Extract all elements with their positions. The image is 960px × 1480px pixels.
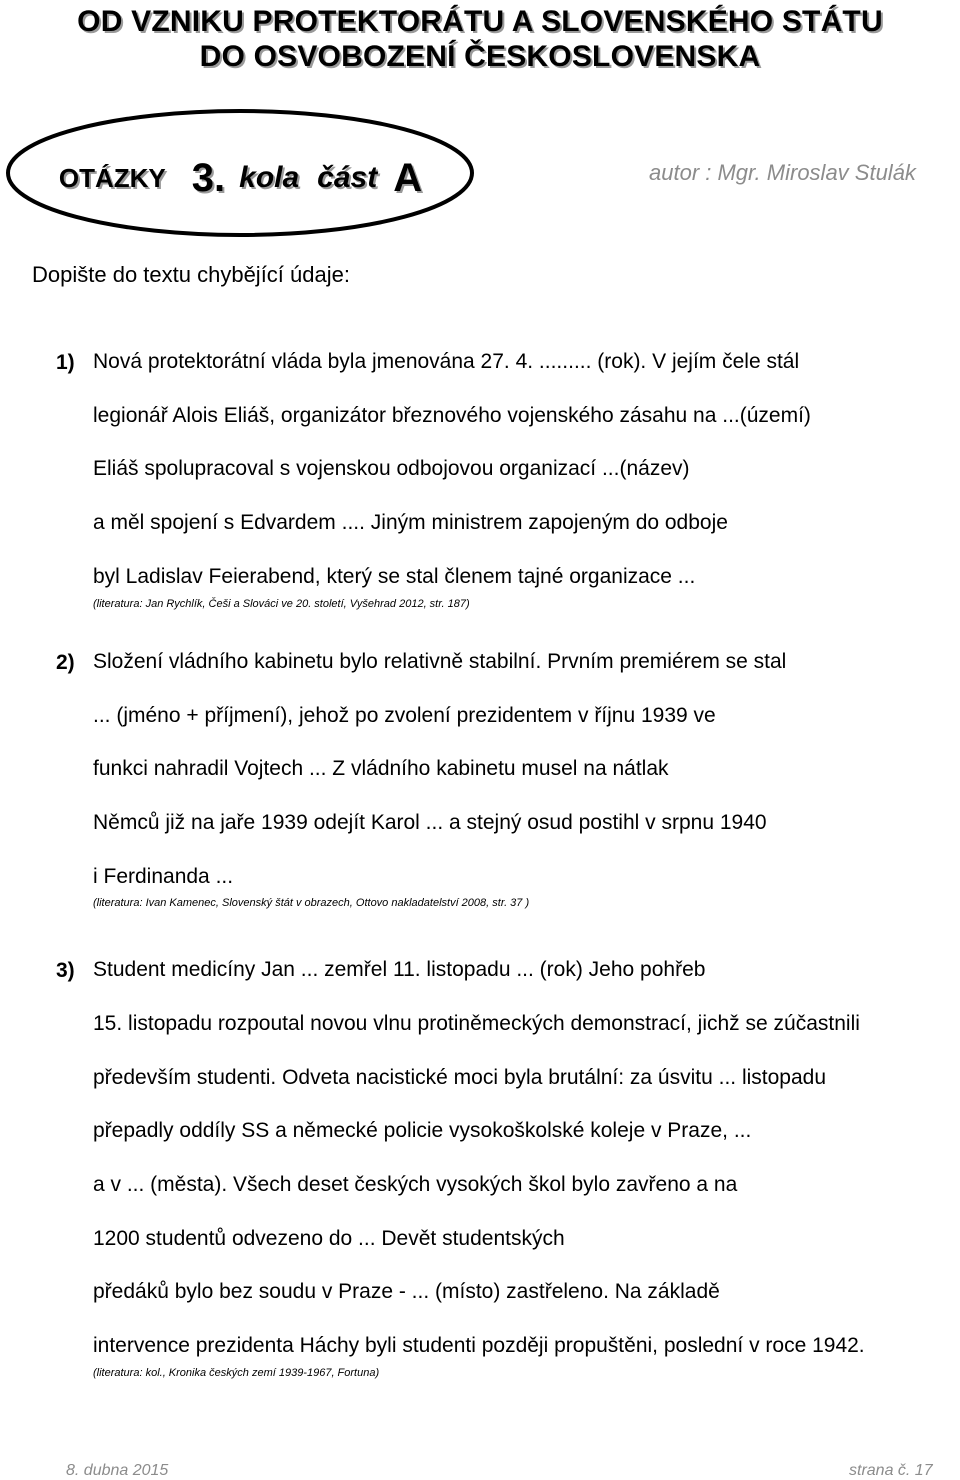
question-3-line: 1200 studentů odvezeno do ... Devět studentských (93, 1227, 565, 1250)
question-2-line: Složení vládního kabinetu bylo relativně stabilní. Prvním premiérem se stal (93, 650, 787, 673)
question-3-number: 3) (56, 959, 75, 982)
round-badge (2, 104, 479, 246)
question-3-citation: (literatura: kol., Kronika českých zemí 1939-1967, Fortuna) (93, 1367, 380, 1379)
instructions: Dopište do textu chybějící údaje: (32, 262, 350, 287)
question-3-line: především studenti. Odveta nacistické moci byla brutální: za úsvitu ... listopadu (93, 1066, 827, 1089)
footer-date: 8. dubna 2015 (66, 1462, 169, 1479)
document-title-line2: DO OSVOBOZENÍ ČESKOSLOVENSKA (199, 40, 761, 73)
question-3-line: intervence prezidenta Háchy byli studenti později propuštěni, poslední v roce 1942. (93, 1334, 865, 1357)
question-3-line: 15. listopadu rozpoutal novou vlnu protiněmeckých demonstrací, jichž se zúčastnili (93, 1012, 860, 1035)
badge-heading (2, 104, 479, 246)
question-2-line: i Ferdinanda ... (93, 865, 234, 888)
question-3-line: a v ... (města). Všech deset českých vysokých škol bylo zavřeno a na (93, 1173, 738, 1196)
question-3-line: Student medicíny Jan ... zemřel 11. listopadu ... (rok) Jeho pohřeb (93, 958, 706, 981)
question-2-citation: (literatura: Ivan Kamenec, Slovenský štát v obrazech, Ottovo nakladatelství 2008, str. 37 ) (93, 897, 530, 909)
question-1-line: byl Ladislav Feierabend, který se stal členem tajné organizace ... (93, 565, 696, 588)
question-3-line: předáků bylo bez soudu v Praze - ... (místo) zastřeleno. Na základě (93, 1280, 720, 1303)
question-1-number: 1) (56, 351, 75, 374)
badge-word-part: část (317, 161, 378, 194)
badge-word-round: kola (239, 161, 300, 194)
question-2-number: 2) (56, 651, 75, 674)
question-1-line: a měl spojení s Edvardem .... Jiným ministrem zapojeným do odboje (93, 511, 728, 534)
question-1-line: Nová protektorátní vláda byla jmenována 27. 4. ......... (rok). V jejím čele stál (93, 350, 800, 373)
document-title-line1: OD VZNIKU PROTEKTORÁTU A SLOVENSKÉHO STÁTU (77, 5, 883, 38)
badge-round-number: 3. (191, 155, 226, 200)
question-2-line: funkci nahradil Vojtech ... Z vládního kabinetu musel na nátlak (93, 757, 669, 780)
badge-word-questions: OTÁZKY (58, 162, 166, 193)
question-2-line: ... (jméno + příjmení), jehož po zvolení prezidentem v říjnu 1939 ve (93, 704, 716, 727)
question-1-citation: (literatura: Jan Rychlík, Češi a Slováci ve 20. století, Vyšehrad 2012, str. 187) (93, 598, 470, 610)
footer-page-number: strana č. 17 (849, 1462, 933, 1479)
badge-part-letter: A (393, 155, 423, 200)
question-3-line: přepadly oddíly SS a německé policie vysokoškolské koleje v Praze, ... (93, 1119, 752, 1142)
question-2-line: Němců již na jaře 1939 odejít Karol ... a stejný osud postihl v srpnu 1940 (93, 811, 767, 834)
author-line: autor : Mgr. Miroslav Stulák (649, 160, 916, 185)
question-1-line: Eliáš spolupracoval s vojenskou odbojovou organizací ...(název) (93, 457, 690, 480)
question-1-line: legionář Alois Eliáš, organizátor březnového vojenského zásahu na ...(území) (93, 404, 811, 427)
